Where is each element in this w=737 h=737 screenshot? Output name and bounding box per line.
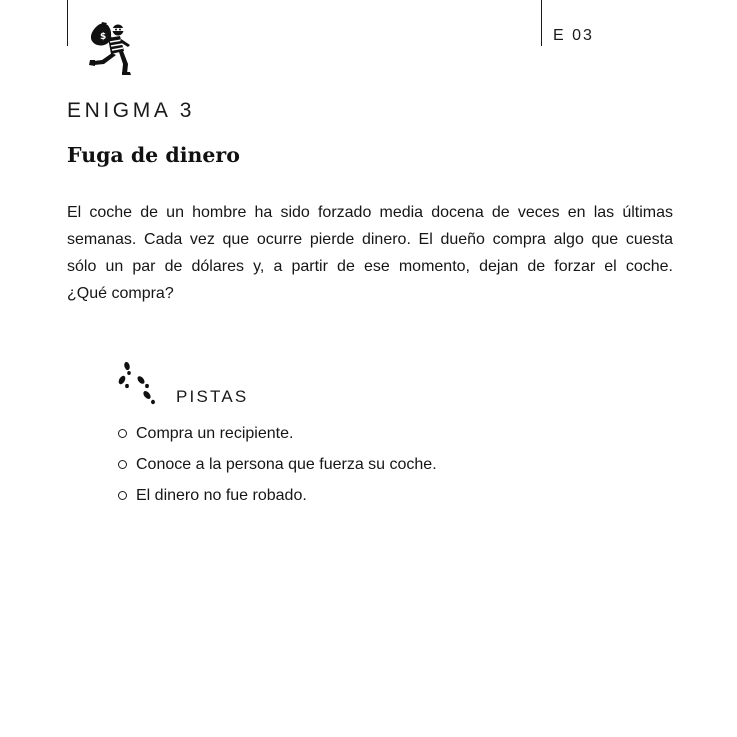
puzzle-title: Fuga de dinero (67, 143, 240, 167)
right-margin-rule (541, 0, 542, 46)
bullet-circle-icon (118, 491, 127, 500)
hint-item (118, 418, 437, 449)
statement-line: ¿Qué compra? (67, 285, 174, 302)
hint-item (118, 449, 437, 480)
puzzle-statement (67, 199, 673, 307)
hints-heading: PISTAS (176, 387, 249, 406)
bullet-circle-icon (118, 460, 127, 469)
footprints-icon (117, 360, 159, 406)
hint-item (118, 480, 437, 511)
thief-with-money-bag-icon (78, 20, 136, 76)
hint-text: El dinero no fue robado. (136, 486, 307, 504)
statement-line: semanas. Cada vez que ocurre pierde dinero. El dueño compra algo que cuesta (67, 231, 673, 248)
hint-text: Compra un recipiente. (136, 424, 294, 442)
statement-line: sólo un par de dólares y, a partir de ese momento, dejan de forzar el coche. (67, 258, 673, 275)
bullet-circle-icon (118, 429, 127, 438)
enigma-number-label: ENIGMA 3 (67, 99, 195, 122)
svg-text:$: $ (100, 32, 107, 42)
statement-line: El coche de un hombre ha sido forzado media docena de veces en las últimas (67, 204, 673, 221)
page-code: E 03 (553, 27, 594, 44)
hints-list (118, 418, 437, 511)
left-margin-rule (67, 0, 68, 46)
hint-text: Conoce a la persona que fuerza su coche. (136, 455, 437, 473)
